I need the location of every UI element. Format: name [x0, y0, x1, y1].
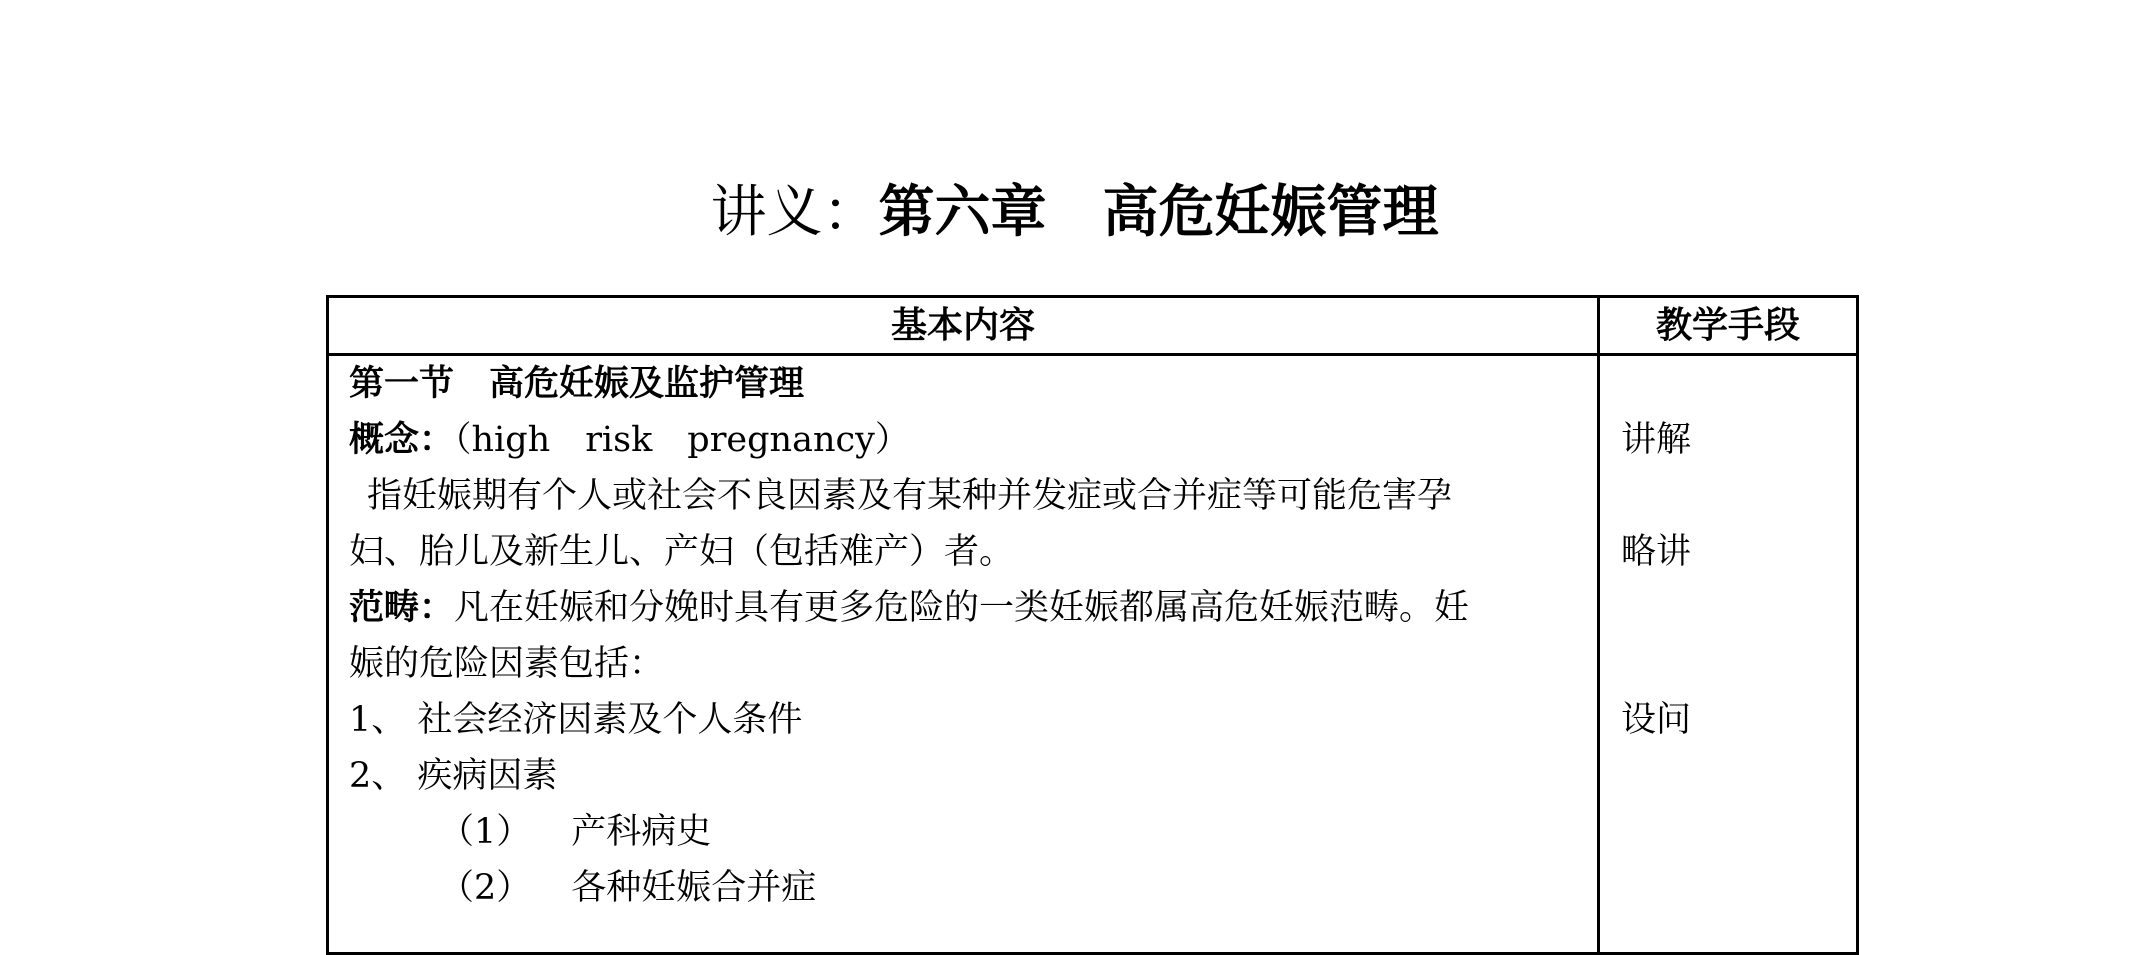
concept-line	[349, 412, 1584, 468]
table-header-row	[329, 298, 1856, 356]
sub-item-2-number: （2）	[439, 868, 532, 908]
scope-label: 范畴：	[349, 587, 455, 628]
title-topic: 高危妊娠管理	[1102, 179, 1439, 245]
sub-item-1-text: 产科病史	[571, 812, 712, 852]
concept-label: 概念：	[349, 419, 455, 460]
definition-line-2: 妇、胎儿及新生儿、产妇（包括难产）者。	[349, 532, 1015, 572]
content-cell	[349, 356, 1584, 916]
lecture-table	[326, 295, 1859, 955]
header-teaching-method: 教学手段	[1655, 304, 1800, 346]
scope-text: 凡在妊娠和分娩时具有更多危险的一类妊娠都属高危妊娠范畴。妊	[454, 588, 1470, 628]
section-title: 第一节 高危妊娠及监护管理	[349, 363, 805, 404]
scope-line-2: 娠的危险因素包括：	[349, 644, 665, 684]
page-title	[0, 172, 2149, 253]
list-item-1: 1、 社会经济因素及个人条件	[349, 700, 803, 740]
list-item-2: 2、 疾病因素	[349, 756, 558, 796]
header-basic-content: 基本内容	[890, 304, 1035, 346]
sub-item-2-text: 各种妊娠合并症	[571, 868, 817, 908]
concept-term: （high risk pregnancy）	[454, 420, 910, 460]
title-chapter: 第六章	[878, 179, 1047, 245]
sub-item-1-number: （1）	[439, 812, 532, 852]
sub-item-2	[349, 860, 1584, 916]
title-prefix: 讲义：	[710, 180, 879, 245]
method-brief-lecture: 略讲	[1621, 532, 1692, 572]
method-lecture: 讲解	[1621, 420, 1692, 460]
scope-line-1	[349, 580, 1584, 636]
definition-line-1: 指妊娠期有个人或社会不良因素及有某种并发症或合并症等可能危害孕	[367, 476, 1453, 516]
method-questioning: 设问	[1621, 700, 1692, 740]
sub-item-1	[349, 804, 1584, 860]
column-divider	[1597, 298, 1600, 952]
